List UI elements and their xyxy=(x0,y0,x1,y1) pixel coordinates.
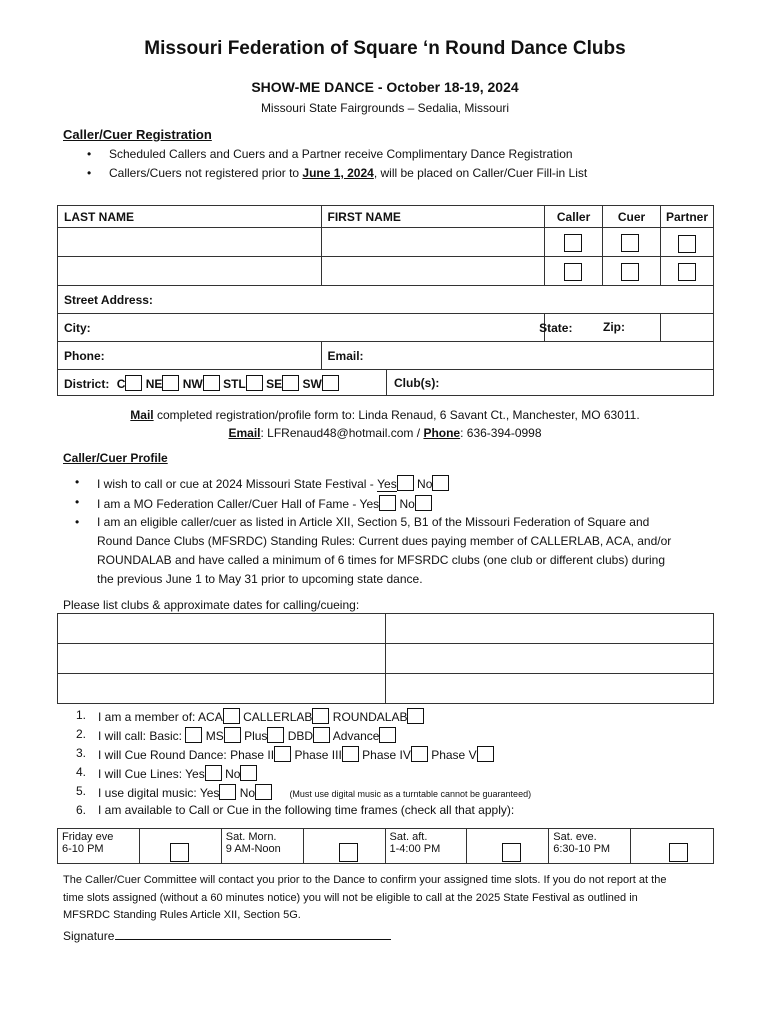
caller-cell-2 xyxy=(545,257,603,286)
last-name-field-2[interactable] xyxy=(58,257,322,286)
district-stl: STL xyxy=(223,376,246,391)
mail-label: Mail xyxy=(130,408,154,422)
caller-checkbox-2[interactable] xyxy=(564,263,582,281)
plus-label: Plus xyxy=(244,729,268,743)
timeframe-friday-cell xyxy=(139,829,221,864)
district-nw: NW xyxy=(182,376,203,391)
profile-b1-no: No xyxy=(417,477,433,491)
email-instructions xyxy=(0,426,770,440)
profile-bullet-1 xyxy=(97,475,449,492)
notice-line-1: The Caller/Cuer Committee will contact you prior to the Dance to confirm your assigned time slots. If you do not report at the xyxy=(63,874,667,886)
digital-music-note: (Must use digital music as a turntable cannot be guaranteed) xyxy=(289,789,532,799)
item-2 xyxy=(76,727,396,743)
street-address-field[interactable]: Street Address: xyxy=(58,286,714,314)
email-label: Email xyxy=(228,426,261,440)
ms-label: MS xyxy=(205,729,224,743)
lines-no-label: No xyxy=(225,767,241,781)
item-1-number: 1. xyxy=(76,708,87,722)
district-ne-checkbox[interactable] xyxy=(162,375,179,391)
cuer-checkbox-1[interactable] xyxy=(621,234,639,252)
profile-b2-text: I am a MO Federation Caller/Cuer Hall of Fame - xyxy=(97,497,360,511)
plus-checkbox[interactable] xyxy=(267,727,284,743)
item-1-text: I am a member of: ACA xyxy=(98,710,223,724)
item-4 xyxy=(76,765,257,781)
club-entry-3[interactable] xyxy=(58,674,386,704)
date-entry-1[interactable] xyxy=(385,614,714,644)
advance-checkbox[interactable] xyxy=(379,727,396,743)
district-se-checkbox[interactable] xyxy=(282,375,299,391)
hof-no-checkbox[interactable] xyxy=(415,495,432,511)
club-entry-2[interactable] xyxy=(58,644,386,674)
sat-eve-checkbox[interactable] xyxy=(669,843,688,862)
item-4-number: 4. xyxy=(76,765,87,779)
item-5 xyxy=(76,784,532,800)
email-address: : LFRenaud48@hotmail.com / xyxy=(260,426,424,440)
phone-field[interactable]: Phone: xyxy=(58,342,322,370)
item-4-text: I will Cue Lines: Yes xyxy=(98,767,205,781)
dbd-checkbox[interactable] xyxy=(313,727,330,743)
phase-5-label: Phase V xyxy=(431,748,477,762)
partner-cell-1 xyxy=(660,228,713,257)
advance-label: Advance xyxy=(332,729,380,743)
district-sw-checkbox[interactable] xyxy=(322,375,339,391)
profile-b2-no: No xyxy=(399,497,415,511)
item-3-text: I will Cue Round Dance: Phase II xyxy=(98,748,275,762)
item-3-number: 3. xyxy=(76,746,87,760)
first-name-field-1[interactable] xyxy=(321,228,545,257)
timeframe-sat-eve-cell xyxy=(631,829,714,864)
district-label: District: xyxy=(64,376,110,391)
clubs-list-label: Please list clubs & approximate dates for calling/cueing: xyxy=(63,598,360,612)
profile-bullet-3-l4: the previous June 1 to May 31 prior to upcoming state dance. xyxy=(97,572,423,586)
timeframe-sat-eve-name: Sat. eve. xyxy=(553,831,597,843)
phase-4-checkbox[interactable] xyxy=(411,746,428,762)
state-label: State: xyxy=(539,320,573,335)
basic-checkbox[interactable] xyxy=(185,727,202,743)
profile-bullet-3-l1: • I am an eligible caller/cuer as listed in Article XII, Section 5, B1 of the Missouri Federation of Square and xyxy=(97,515,649,529)
registration-table xyxy=(57,205,714,396)
digital-no-label: No xyxy=(239,786,256,800)
event-venue: Missouri State Fairgrounds – Sedalia, Missouri xyxy=(260,101,510,115)
bullet2-post: , will be placed on Caller/Cuer Fill-in List xyxy=(373,166,588,180)
phase-4-label: Phase IV xyxy=(362,748,411,762)
roundalab-checkbox[interactable] xyxy=(407,708,424,724)
caller-checkbox-1[interactable] xyxy=(564,234,582,252)
digital-yes-checkbox[interactable] xyxy=(219,784,236,800)
signature-line[interactable] xyxy=(115,939,391,940)
district-c: C xyxy=(116,376,126,391)
partner-checkbox-2[interactable] xyxy=(678,263,696,281)
callerlab-checkbox[interactable] xyxy=(312,708,329,724)
timeframe-sat-eve xyxy=(549,829,631,864)
timeframe-sat-morn xyxy=(221,829,303,864)
district-sw: SW xyxy=(302,376,322,391)
first-name-header: FIRST NAME xyxy=(321,206,545,228)
partner-cell-2 xyxy=(660,257,713,286)
aca-checkbox[interactable] xyxy=(223,708,240,724)
phone-number: : 636-394-0998 xyxy=(460,426,542,440)
timeframe-sat-eve-time: 6:30-10 PM xyxy=(553,843,611,855)
mail-instructions xyxy=(0,408,770,422)
notice-line-3: MFSRDC Standing Rules Article XII, Section 5G. xyxy=(63,909,301,921)
mail-address: completed registration/profile form to: Linda Renaud, 6 Savant Ct., Manchester, MO 63011. xyxy=(153,408,640,422)
timeframe-sat-morn-cell xyxy=(303,829,385,864)
notice xyxy=(63,872,666,925)
item-1 xyxy=(76,708,424,724)
district-c-checkbox[interactable] xyxy=(125,375,142,391)
timeframe-sat-aft-time: 1-4:00 PM xyxy=(389,843,441,855)
timeframe-sat-aft xyxy=(385,829,467,864)
last-name-header: LAST NAME xyxy=(58,206,322,228)
city-field[interactable]: City: xyxy=(58,314,545,342)
phone-label: Phone xyxy=(423,426,461,440)
timeframe-table xyxy=(57,828,714,864)
registration-bullet-1: • Scheduled Callers and Cuers and a Partner receive Complimentary Dance Registration xyxy=(109,147,573,161)
profile-bullet-3-l3: ROUNDALAB and have called a minimum of 6 times for MFSRDC clubs (one club or different clubs) during xyxy=(97,553,666,567)
profile-bullet-3-l2: Round Dance Clubs (MFSRDC) Standing Rules: Current dues paying member of CALLERLAB, ACA, and/or xyxy=(97,534,672,548)
item-6-number: 6. xyxy=(76,803,87,817)
partner-header: Partner xyxy=(660,206,713,228)
district-ne: NE xyxy=(145,376,163,391)
zip-label: Zip: xyxy=(603,320,625,334)
caller-header: Caller xyxy=(545,206,603,228)
registration-bullet-2 xyxy=(109,166,587,180)
friday-checkbox[interactable] xyxy=(170,843,189,862)
date-entry-2[interactable] xyxy=(385,644,714,674)
club-divider xyxy=(386,369,387,396)
first-name-field-2[interactable] xyxy=(321,257,545,286)
zip-field[interactable] xyxy=(660,314,713,342)
cuer-cell-1 xyxy=(603,228,661,257)
callerlab-label: CALLERLAB xyxy=(243,710,313,724)
lines-no-checkbox[interactable] xyxy=(240,765,257,781)
item-2-number: 2. xyxy=(76,727,87,741)
last-name-field-1[interactable] xyxy=(58,228,322,257)
timeframe-sat-aft-name: Sat. aft. xyxy=(389,831,428,843)
form-title: Missouri Federation of Square ‘n Round Dance Clubs xyxy=(144,38,626,59)
district-stl-checkbox[interactable] xyxy=(246,375,263,391)
hof-yes-checkbox[interactable] xyxy=(379,495,396,511)
dbd-label: DBD xyxy=(287,729,314,743)
timeframe-sat-morn-time: 9 AM-Noon xyxy=(225,843,281,855)
item-5-number: 5. xyxy=(76,784,87,798)
timeframe-friday-name: Friday eve xyxy=(62,831,114,843)
bullet2-pre: Callers/Cuers not registered prior to xyxy=(109,166,303,180)
ms-checkbox[interactable] xyxy=(224,727,241,743)
phase-3-label: Phase III xyxy=(294,748,342,762)
district-nw-checkbox[interactable] xyxy=(203,375,220,391)
profile-b2-yes: Yes xyxy=(359,497,380,511)
cuer-cell-2 xyxy=(603,257,661,286)
timeframe-friday xyxy=(58,829,140,864)
item-3 xyxy=(76,746,494,762)
event-name: SHOW-ME DANCE - October 18-19, 2024 xyxy=(251,79,519,95)
signature-row xyxy=(63,929,391,943)
profile-heading: Caller/Cuer Profile xyxy=(63,451,168,465)
item-2-text: I will call: Basic: xyxy=(98,729,183,743)
profile-b1-yes: Yes xyxy=(377,477,397,491)
caller-cell-1 xyxy=(545,228,603,257)
item-6 xyxy=(76,803,515,817)
digital-no-checkbox[interactable] xyxy=(255,784,272,800)
roundalab-label: ROUNDALAB xyxy=(332,710,408,724)
item-5-text: I use digital music: Yes xyxy=(98,786,220,800)
timeframe-sat-aft-cell xyxy=(467,829,549,864)
registration-deadline: June 1, 2024 xyxy=(302,166,374,180)
notice-line-2: time slots assigned (without a 60 minutes notice) you will not be eligible to call at the 2025 State Festival as outlined in xyxy=(63,891,638,904)
cuer-checkbox-2[interactable] xyxy=(621,263,639,281)
profile-bullet-2 xyxy=(97,495,432,511)
sat-aft-checkbox[interactable] xyxy=(502,843,521,862)
registration-heading: Caller/Cuer Registration xyxy=(63,127,212,142)
club-entry-1[interactable] xyxy=(58,614,386,644)
partner-checkbox-1[interactable] xyxy=(678,235,696,253)
timeframe-sat-morn-name: Sat. Morn. xyxy=(225,831,277,843)
item-6-text: I am available to Call or Cue in the following time frames (check all that apply): xyxy=(98,803,515,817)
date-entry-3[interactable] xyxy=(385,674,714,704)
lines-yes-checkbox[interactable] xyxy=(205,765,222,781)
festival-yes-checkbox[interactable] xyxy=(397,475,414,491)
cuer-header: Cuer xyxy=(603,206,661,228)
sat-morn-checkbox[interactable] xyxy=(339,843,358,862)
email-field[interactable]: Email: xyxy=(321,342,713,370)
signature-label: Signature xyxy=(63,929,115,943)
phase-3-checkbox[interactable] xyxy=(342,746,359,762)
festival-no-checkbox[interactable] xyxy=(432,475,449,491)
clubs-label: Club(s): xyxy=(394,376,440,390)
phase-5-checkbox[interactable] xyxy=(477,746,494,762)
profile-b1-text: I wish to call or cue at 2024 Missouri State Festival - xyxy=(97,477,378,491)
timeframe-friday-time: 6-10 PM xyxy=(62,843,104,855)
phase-2-checkbox[interactable] xyxy=(274,746,291,762)
clubs-list-table xyxy=(57,613,714,704)
district-se: SE xyxy=(266,376,283,391)
